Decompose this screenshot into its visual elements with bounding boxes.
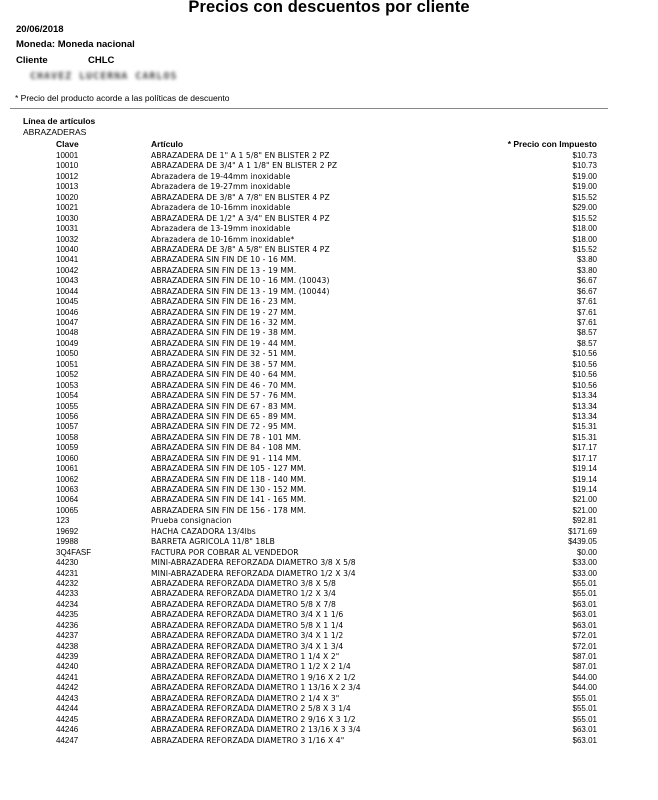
row-code: 10064 — [56, 495, 79, 505]
row-description: ABRAZADERA REFORZADA DIAMETRO 1/2 X 3/4 — [151, 589, 336, 599]
row-price: $7.61 — [576, 297, 597, 307]
row-code: 19692 — [56, 526, 79, 536]
row-code: 10061 — [56, 464, 79, 474]
table-row — [0, 506, 658, 516]
row-code: 44235 — [56, 610, 79, 620]
row-code: 123 — [56, 516, 70, 526]
row-description: BARRETA AGRICOLA 11/8" 18LB — [151, 537, 275, 547]
row-price: $72.01 — [572, 641, 597, 651]
table-row — [0, 443, 658, 453]
row-price: $63.01 — [572, 599, 597, 609]
row-code: 44247 — [56, 735, 79, 745]
table-row — [0, 673, 658, 683]
row-code: 44233 — [56, 589, 79, 599]
table-row — [0, 485, 658, 495]
table-row — [0, 161, 658, 171]
row-price: $29.00 — [572, 203, 597, 213]
row-description: ABRAZADERA SIN FIN DE 84 - 108 MM. — [151, 443, 302, 453]
row-code: 10063 — [56, 485, 79, 494]
row-price: $13.34 — [572, 411, 597, 421]
row-description: Abrazadera de 19-27mm inoxidable — [151, 182, 291, 192]
row-price: $33.00 — [572, 568, 597, 578]
table-row — [0, 203, 658, 213]
row-price: $13.34 — [572, 401, 597, 411]
client-code: CHLC — [88, 55, 115, 66]
row-price: $19.00 — [572, 182, 597, 192]
row-code: 10049 — [56, 338, 79, 348]
row-price: $8.57 — [576, 328, 597, 338]
table-row — [0, 652, 658, 662]
row-description: ABRAZADERA SIN FIN DE 67 - 83 MM. — [151, 401, 297, 411]
divider — [10, 108, 608, 109]
row-code: 10032 — [56, 234, 79, 244]
table-row — [0, 694, 658, 704]
row-price: $15.52 — [572, 244, 597, 254]
report-title: Precios con descuentos por cliente — [188, 0, 470, 16]
row-code: 10062 — [56, 474, 79, 484]
column-header-article: Artículo — [151, 139, 184, 149]
row-price: $6.67 — [576, 286, 597, 296]
row-code: 10060 — [56, 453, 79, 463]
row-description: Abrazadera de 10-16mm inoxidable* — [151, 234, 295, 244]
row-price: $55.01 — [572, 714, 597, 724]
row-description: ABRAZADERA REFORZADA DIAMETRO 1 9/16 X 2 1/2 — [151, 672, 356, 682]
row-code: 10056 — [56, 411, 79, 421]
row-code: 10044 — [56, 286, 79, 296]
row-description: ABRAZADERA DE 1" A 1 5/8" EN BLISTER 2 PZ — [151, 151, 330, 160]
row-price: $19.14 — [572, 464, 597, 474]
client-name-redacted: CHAVEZ LUCERNA CARLOS — [30, 71, 178, 82]
row-price: $10.73 — [572, 161, 597, 171]
table-row — [0, 683, 658, 693]
row-price: $439.05 — [568, 537, 597, 547]
row-description: ABRAZADERA REFORZADA DIAMETRO 2 5/8 X 3 1/4 — [151, 704, 351, 714]
row-price: $72.01 — [572, 631, 597, 641]
row-price: $7.61 — [576, 318, 597, 327]
table-row — [0, 433, 658, 443]
table-row — [0, 569, 658, 579]
row-code: 10013 — [56, 182, 79, 192]
row-code: 44234 — [56, 599, 79, 609]
table-row — [0, 349, 658, 359]
row-description: ABRAZADERA SIN FIN DE 130 - 152 MM. — [151, 485, 307, 494]
row-code: 10059 — [56, 443, 79, 453]
row-code: 44236 — [56, 620, 79, 630]
row-description: ABRAZADERA SIN FIN DE 57 - 76 MM. — [151, 391, 297, 401]
table-row — [0, 193, 658, 203]
row-price: $33.00 — [572, 558, 597, 568]
row-description: ABRAZADERA REFORZADA DIAMETRO 3/8 X 5/8 — [151, 578, 336, 588]
row-code: 10010 — [56, 161, 79, 171]
row-description: ABRAZADERA SIN FIN DE 10 - 16 MM. (10043) — [151, 276, 330, 286]
table-row — [0, 464, 658, 474]
row-description: ABRAZADERA SIN FIN DE 72 - 95 MM. — [151, 422, 297, 432]
table-row — [0, 558, 658, 568]
row-description: ABRAZADERA REFORZADA DIAMETRO 5/8 X 7/8 — [151, 599, 336, 609]
row-price: $15.31 — [572, 432, 597, 442]
row-code: 10057 — [56, 422, 79, 432]
row-description: HACHA CAZADORA 13/4lbs — [151, 526, 256, 536]
row-description: Prueba consignacion — [151, 516, 232, 526]
row-price: $44.00 — [572, 672, 597, 682]
row-description: ABRAZADERA REFORZADA DIAMETRO 1 13/16 X 2 3/4 — [151, 683, 361, 693]
discount-note: * Precio del producto acorde a las políticas de descuento — [15, 93, 230, 103]
table-row — [0, 360, 658, 370]
row-description: ABRAZADERA SIN FIN DE 16 - 32 MM. — [151, 318, 297, 327]
row-code: 44240 — [56, 662, 79, 672]
row-code: 44238 — [56, 641, 79, 651]
row-code: 44239 — [56, 652, 79, 661]
row-description: ABRAZADERA DE 1/2" A 3/4" EN BLISTER 4 PZ — [151, 213, 330, 223]
row-price: $15.31 — [572, 422, 597, 432]
row-description: ABRAZADERA SIN FIN DE 10 - 16 MM. — [151, 255, 297, 265]
table-row — [0, 548, 658, 558]
row-description: ABRAZADERA SIN FIN DE 156 - 178 MM. — [151, 505, 307, 515]
row-code: 10001 — [56, 151, 79, 160]
table-row — [0, 527, 658, 537]
row-description: ABRAZADERA SIN FIN DE 118 - 140 MM. — [151, 474, 307, 484]
table-row — [0, 725, 658, 735]
client-label: Cliente — [16, 55, 48, 66]
row-price: $55.01 — [572, 704, 597, 714]
table-row — [0, 600, 658, 610]
row-code: 10021 — [56, 203, 79, 213]
row-price: $63.01 — [572, 610, 597, 620]
column-header-code: Clave — [56, 139, 79, 149]
row-description: ABRAZADERA REFORZADA DIAMETRO 3/4 X 1 3/4 — [151, 641, 344, 651]
row-description: ABRAZADERA REFORZADA DIAMETRO 1 1/2 X 2 1/4 — [151, 662, 351, 672]
row-price: $6.67 — [576, 276, 597, 286]
row-description: ABRAZADERA SIN FIN DE 19 - 27 MM. — [151, 307, 297, 317]
row-code: 10042 — [56, 265, 79, 275]
row-description: ABRAZADERA SIN FIN DE 19 - 44 MM. — [151, 338, 297, 348]
row-code: 10045 — [56, 297, 79, 307]
row-description: MINI-ABRAZADERA REFORZADA DIAMETRO 1/2 X 3/4 — [151, 568, 356, 578]
table-row — [0, 495, 658, 505]
row-code: 10012 — [56, 171, 79, 181]
table-row — [0, 516, 658, 526]
row-price: $87.01 — [572, 652, 597, 661]
table-row — [0, 475, 658, 485]
row-price: $21.00 — [572, 495, 597, 505]
row-price: $7.61 — [576, 307, 597, 317]
table-row — [0, 610, 658, 620]
table-row — [0, 339, 658, 349]
row-description: ABRAZADERA SIN FIN DE 16 - 23 MM. — [151, 297, 297, 307]
row-price: $171.69 — [568, 526, 597, 536]
table-row — [0, 454, 658, 464]
row-price: $18.00 — [572, 234, 597, 244]
row-price: $63.01 — [572, 735, 597, 745]
row-description: ABRAZADERA SIN FIN DE 38 - 57 MM. — [151, 359, 297, 369]
table-row — [0, 328, 658, 338]
row-code: 44245 — [56, 714, 79, 724]
product-line-name: ABRAZADERAS — [23, 127, 87, 137]
row-description: ABRAZADERA SIN FIN DE 65 - 89 MM. — [151, 411, 297, 421]
table-row — [0, 662, 658, 672]
row-price: $10.56 — [572, 359, 597, 369]
row-description: Abrazadera de 13-19mm inoxidable — [151, 224, 291, 234]
table-row — [0, 589, 658, 599]
report-date: 20/06/2018 — [16, 24, 64, 35]
row-description: ABRAZADERA SIN FIN DE 141 - 165 MM. — [151, 495, 307, 505]
row-price: $17.17 — [572, 443, 597, 453]
row-description: FACTURA POR COBRAR AL VENDEDOR — [151, 547, 299, 557]
row-description: MINI-ABRAZADERA REFORZADA DIAMETRO 3/8 X 5/8 — [151, 558, 356, 568]
table-row — [0, 402, 658, 412]
row-description: ABRAZADERA DE 3/4" A 1 1/8" EN BLISTER 2 PZ — [151, 161, 338, 171]
row-description: ABRAZADERA REFORZADA DIAMETRO 5/8 X 1 1/4 — [151, 620, 344, 630]
row-price: $21.00 — [572, 505, 597, 515]
row-price: $10.73 — [572, 151, 597, 160]
table-row — [0, 704, 658, 714]
row-code: 44231 — [56, 568, 79, 578]
row-code: 10052 — [56, 370, 79, 380]
row-code: 10043 — [56, 276, 79, 286]
table-row — [0, 537, 658, 547]
table-row — [0, 224, 658, 234]
row-price: $10.56 — [572, 380, 597, 390]
row-code: 10055 — [56, 401, 79, 411]
row-code: 44237 — [56, 631, 79, 641]
row-code: 10041 — [56, 255, 79, 265]
row-description: ABRAZADERA SIN FIN DE 19 - 38 MM. — [151, 328, 297, 338]
row-price: $10.56 — [572, 349, 597, 359]
row-price: $13.34 — [572, 391, 597, 401]
row-code: 44242 — [56, 683, 79, 693]
row-price: $18.00 — [572, 224, 597, 234]
row-price: $3.80 — [576, 255, 597, 265]
row-code: 10040 — [56, 244, 79, 254]
currency-label: Moneda: Moneda nacional — [16, 39, 135, 50]
row-description: ABRAZADERA REFORZADA DIAMETRO 2 13/16 X 3 3/4 — [151, 725, 361, 735]
row-price: $0.00 — [576, 547, 597, 557]
row-description: Abrazadera de 10-16mm inoxidable — [151, 203, 291, 213]
row-code: 44241 — [56, 672, 79, 682]
row-description: ABRAZADERA SIN FIN DE 13 - 19 MM. (10044) — [151, 286, 330, 296]
row-description: ABRAZADERA REFORZADA DIAMETRO 2 9/16 X 3 1/2 — [151, 714, 356, 724]
row-price: $17.17 — [572, 453, 597, 463]
table-row — [0, 287, 658, 297]
row-code: 10051 — [56, 359, 79, 369]
row-price: $15.52 — [572, 192, 597, 202]
table-row — [0, 715, 658, 725]
row-code: 44232 — [56, 578, 79, 588]
row-code: 44244 — [56, 704, 79, 714]
table-row — [0, 621, 658, 631]
row-code: 10020 — [56, 192, 79, 202]
row-price: $44.00 — [572, 683, 597, 693]
row-description: ABRAZADERA REFORZADA DIAMETRO 3/4 X 1 1/2 — [151, 631, 344, 641]
table-row — [0, 579, 658, 589]
row-code: 44243 — [56, 693, 79, 703]
row-code: 10053 — [56, 380, 79, 390]
table-row — [0, 151, 658, 161]
table-row — [0, 381, 658, 391]
table-row — [0, 412, 658, 422]
table-row — [0, 370, 658, 380]
table-row — [0, 172, 658, 182]
row-code: 44246 — [56, 725, 79, 735]
table-row — [0, 214, 658, 224]
table-row — [0, 255, 658, 265]
row-code: 10031 — [56, 224, 79, 234]
row-price: $10.56 — [572, 370, 597, 380]
row-code: 10048 — [56, 328, 79, 338]
table-row — [0, 245, 658, 255]
row-code: 10065 — [56, 505, 79, 515]
row-description: ABRAZADERA SIN FIN DE 78 - 101 MM. — [151, 432, 302, 442]
row-code: 19988 — [56, 537, 79, 547]
row-code: 44230 — [56, 558, 79, 568]
row-price: $19.14 — [572, 474, 597, 484]
row-price: $55.01 — [572, 578, 597, 588]
table-row — [0, 266, 658, 276]
row-description: ABRAZADERA REFORZADA DIAMETRO 1 1/4 X 2" — [151, 652, 340, 661]
row-price: $55.01 — [572, 693, 597, 703]
row-code: 10054 — [56, 391, 79, 401]
row-price: $63.01 — [572, 620, 597, 630]
row-price: $63.01 — [572, 725, 597, 735]
row-code: 10047 — [56, 318, 79, 327]
row-description: Abrazadera de 19-44mm inoxidable — [151, 171, 291, 181]
table-row — [0, 308, 658, 318]
row-code: 10030 — [56, 213, 79, 223]
table-row — [0, 235, 658, 245]
row-price: $55.01 — [572, 589, 597, 599]
row-price: $19.00 — [572, 171, 597, 181]
column-header-price: * Precio con Impuesto — [507, 139, 597, 149]
row-price: $87.01 — [572, 662, 597, 672]
table-row — [0, 297, 658, 307]
row-price: $92.81 — [572, 516, 597, 526]
row-code: 10058 — [56, 432, 79, 442]
row-code: 10046 — [56, 307, 79, 317]
row-price: $8.57 — [576, 338, 597, 348]
product-line-label: Línea de artículos — [23, 116, 96, 126]
row-price: $3.80 — [576, 265, 597, 275]
row-description: ABRAZADERA DE 3/8" A 5/8" EN BLISTER 4 PZ — [151, 244, 330, 254]
table-row — [0, 318, 658, 328]
row-description: ABRAZADERA SIN FIN DE 105 - 127 MM. — [151, 464, 307, 474]
table-row — [0, 182, 658, 192]
table-row — [0, 276, 658, 286]
row-description: ABRAZADERA SIN FIN DE 40 - 64 MM. — [151, 370, 297, 380]
row-description: ABRAZADERA SIN FIN DE 13 - 19 MM. — [151, 265, 297, 275]
row-description: ABRAZADERA REFORZADA DIAMETRO 3/4 X 1 1/6 — [151, 610, 344, 620]
row-price: $15.52 — [572, 213, 597, 223]
row-description: ABRAZADERA SIN FIN DE 32 - 51 MM. — [151, 349, 297, 359]
row-description: ABRAZADERA SIN FIN DE 91 - 114 MM. — [151, 453, 302, 463]
table-row — [0, 642, 658, 652]
row-description: ABRAZADERA DE 3/8" A 7/8" EN BLISTER 4 PZ — [151, 192, 330, 202]
row-price: $19.14 — [572, 485, 597, 494]
row-code: 10050 — [56, 349, 79, 359]
row-description: ABRAZADERA REFORZADA DIAMETRO 2 1/4 X 3" — [151, 693, 340, 703]
row-description: ABRAZADERA SIN FIN DE 46 - 70 MM. — [151, 380, 297, 390]
table-row — [0, 422, 658, 432]
table-row — [0, 736, 658, 746]
table-row — [0, 391, 658, 401]
price-table — [0, 151, 658, 746]
table-row — [0, 631, 658, 641]
row-description: ABRAZADERA REFORZADA DIAMETRO 3 1/16 X 4" — [151, 735, 345, 745]
row-code: 3Q4FASF — [56, 547, 92, 557]
